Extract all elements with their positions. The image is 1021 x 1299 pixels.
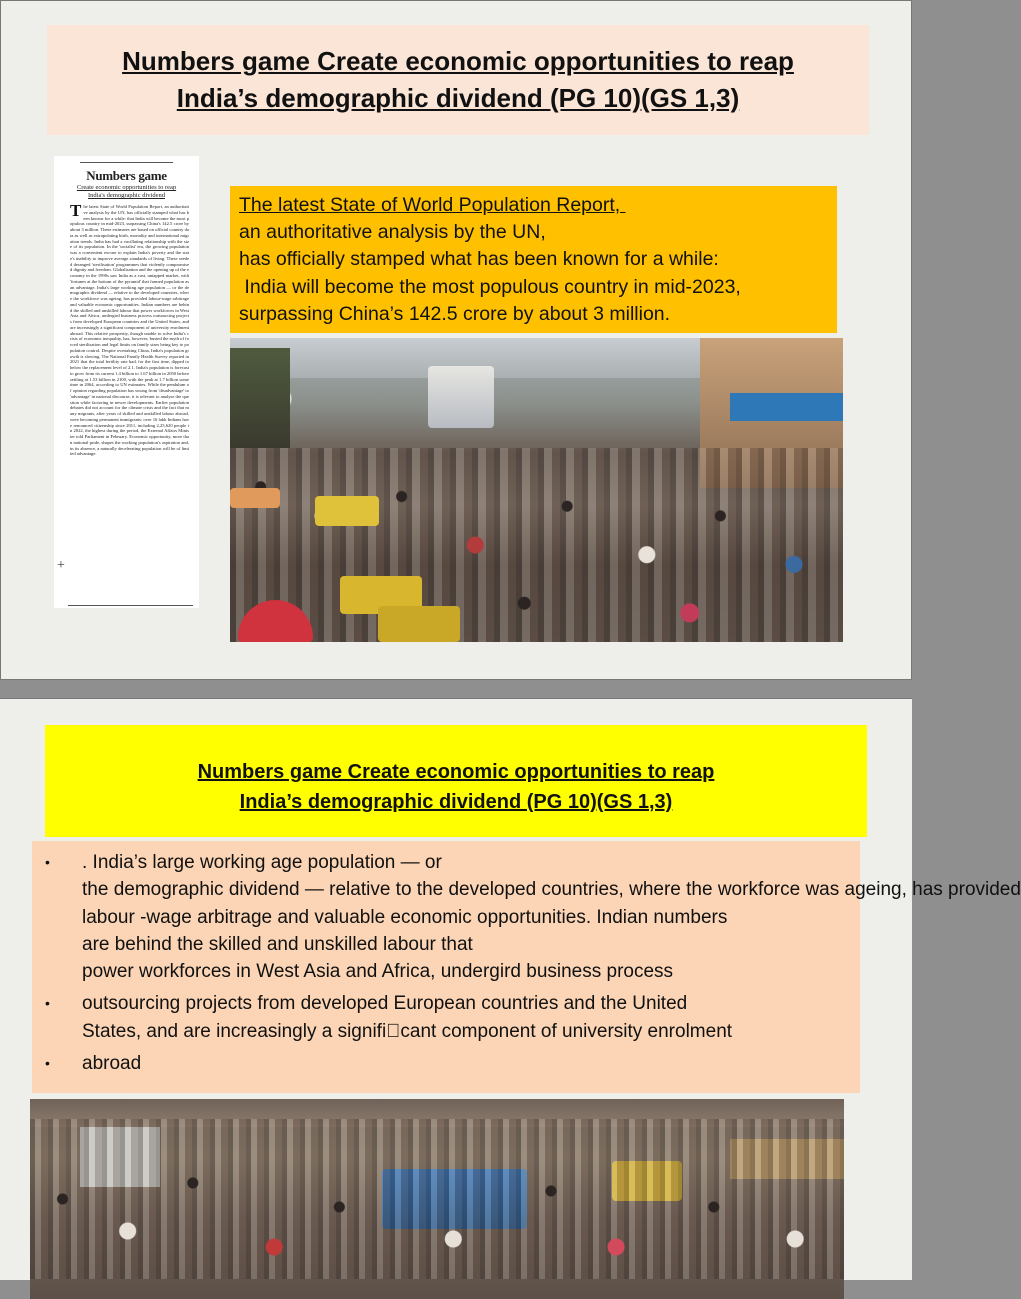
slide-2-title-line-2: India’s demographic dividend (PG 10)(GS 1,3)	[239, 791, 673, 813]
callout-line-4: India will become the most populous country in mid-2023,	[239, 275, 741, 298]
bullet-1-line-5-text: power workforces in West Asia and Africa, undergird business process	[82, 961, 674, 983]
bullet-1-line-1	[32, 849, 860, 876]
photo-trees-left	[230, 348, 290, 448]
bullet-1-line-5	[32, 958, 860, 985]
bullet-2-line-2-text: States, and are increasingly a signifi cant component of university enrolment	[82, 1020, 733, 1042]
bullet-1-line-2	[32, 876, 1021, 903]
bullet-3-marker: •	[45, 1055, 50, 1072]
bullet-list	[32, 849, 1021, 1089]
plus-icon: +	[57, 558, 65, 573]
newspaper-clipping	[54, 156, 199, 608]
bullet-1-line-4	[32, 931, 860, 958]
clipping-top-rule	[80, 156, 173, 163]
photo-taxi-3	[378, 606, 460, 642]
bullet-1-line-2-text: the demographic dividend — relative to the developed countries, where the workforce was ageing, has provided	[82, 879, 1021, 901]
clipping-dropcap: T	[70, 201, 82, 220]
slide-2-content-box	[32, 841, 1021, 1093]
callout-line-2: an authoritative analysis by the UN,	[239, 221, 546, 244]
clipping-subhead-2: India's demographic dividend	[88, 192, 165, 199]
bullet-1-marker: •	[45, 854, 50, 870]
bullet-1-line-4-text: are behind the skilled and unskilled labour that	[82, 933, 473, 955]
bullet-1-line-3	[32, 904, 860, 931]
callout-line-1: The latest State of World Population Report,	[239, 194, 626, 216]
callout-line-5: surpassing China’s 142.5 crore by about 3 million.	[239, 302, 671, 325]
bullet-2-line-1-text: outsourcing projects from developed European countries and the United	[82, 993, 688, 1015]
photo-2-crowd	[30, 1119, 844, 1279]
clipping-bottom-rule	[68, 605, 193, 606]
clipping-subhead-1: Create economic opportunities to reap	[76, 184, 177, 191]
photo-stall-awning	[230, 488, 280, 508]
bullet-2-line-2	[32, 1018, 860, 1045]
clipping-body-text: he latest State of World Population Report, an authoritative analysis by the UN, has officially stamped what has been known for a while: that India will become the most populous country in mid-2023, surpassing China's 142.5 crore by about 3 million. These estimates are based on official country data as well as extrapolating birth, mortality and international migration trends. India has had a vacillating relationship with the size of its population. In the 'socialist' era, the growing population was a convenient excuse to explain India's poverty and the state's inability to improve average standards of living. These seeded deranged 'sterilisation' programmes that violently compromised dignity and freedom. Globalisation and the opening up of the economy in the 1990s saw India as a vast, untapped market, with 'fortunes at the bottom of the pyramid' that framed population as an advantage. India's large working age population — or the demographic dividend — relative to the developed countries, where the workforce was ageing, has provided labour-wage arbitrage and valuable economic opportunities. Indian numbers are behind the skilled and unskilled labour that power workforces in West Asia and Africa, undergird business process outsourcing projects from developed European countries and the United States, and are increasingly a significant component of university enrolment abroad. This relative prosperity, though unable to solve India's crisis of economic inequality, has, however, busted the myth of forced sterilisation and legal limits on family sizes being key to population control. Despite overtaking China, India's population growth is slowing. The National Family Health Survey reported in 2021 that the total fertility rate had, for the first time, dipped to below the replacement level of 2.1. India's population is forecast to grow from its current 1.4 billion to 1.67 billion in 2050 before settling at 1.53 billion in 2100, with the peak at 1.7 billion sometime in 2064, according to UN estimates. While the pendulum of opinion regarding population has swung from 'disadvantage' to 'advantage' in national discourse, it is relevant to analyse the question while factoring in newer developments. Earlier population debates did not account for the climate crisis and the fact that many migrants, after years of skilled and unskilled labour abroad, were becoming permanent immigrants: over 16 lakh Indians have renounced citizenship since 2011, including 2,25,620 people in 2022, the highest during the period, the External Affairs Minister told Parliament in February. Economic opportunity, more than national pride, shapes the working population's aspiration and, in its absence, a naturally decelerating population will be of limited advantage.	[70, 204, 189, 457]
summary-callout	[230, 186, 837, 333]
slide-1-title-box	[47, 25, 869, 135]
crowd-street-photo-1	[230, 338, 843, 642]
slide-2-title-line-1: Numbers game Create economic opportunities to reap	[197, 761, 715, 783]
bullet-1-line-3-text: labour -wage arbitrage and valuable economic opportunities. Indian numbers	[82, 906, 728, 928]
slide-1	[0, 0, 912, 680]
photo-crowd	[230, 448, 843, 642]
crowd-street-photo-2	[30, 1099, 844, 1299]
bullet-1-line-1-text: . India’s large working age population — or	[82, 852, 442, 873]
bullet-3-line-1	[32, 1050, 860, 1077]
bullet-2-marker: •	[45, 995, 50, 1012]
slide-1-title-line-1: Numbers game Create economic opportunities to reap	[122, 46, 794, 76]
clipping-headline: Numbers game	[86, 168, 167, 183]
slide-1-title-line-2: India’s demographic dividend (PG 10)(GS 1,3)	[176, 83, 740, 113]
slide-2	[0, 698, 1021, 1280]
photo-blue-awning	[730, 393, 843, 421]
bullet-2-line-1	[32, 990, 860, 1017]
slide-2-title-box	[45, 725, 867, 837]
photo-bus	[428, 366, 494, 428]
bullet-3-line-1-text: abroad	[82, 1053, 142, 1075]
photo-taxi-1	[315, 496, 379, 526]
callout-line-3: has officially stamped what has been known for a while:	[239, 248, 719, 271]
clipping-body	[70, 201, 189, 457]
